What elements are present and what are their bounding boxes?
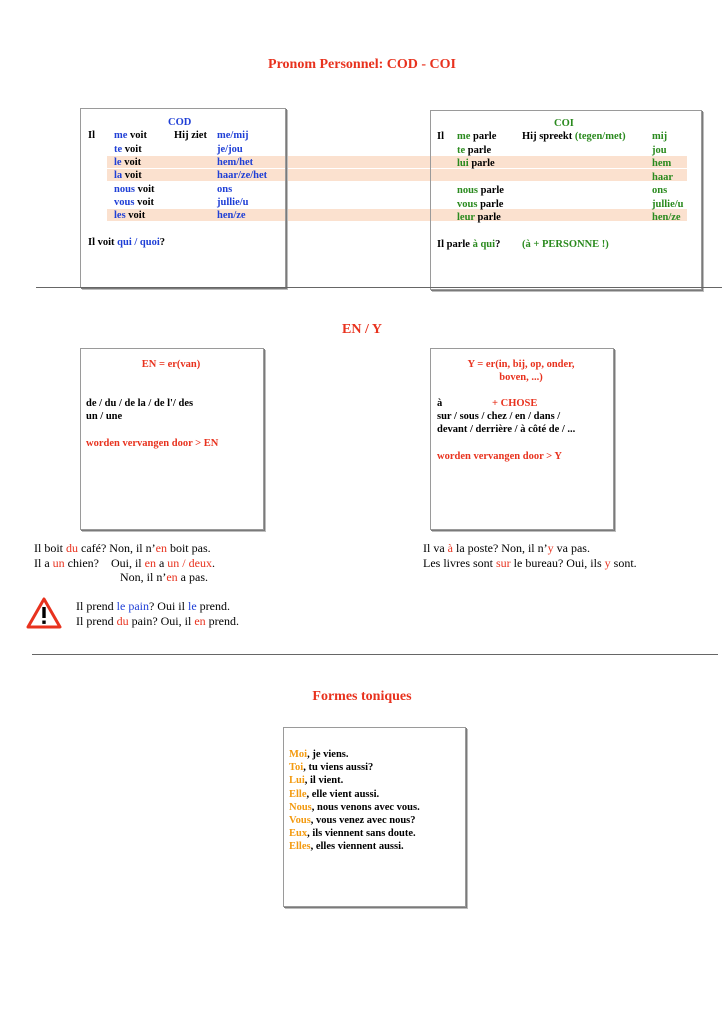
coi-row: lui parle bbox=[457, 158, 495, 169]
cod-verb: voit bbox=[124, 143, 142, 155]
cod-nl: haar/ze/het bbox=[217, 170, 268, 181]
tonique-line: Eux, ils viennent sans doute. bbox=[289, 828, 416, 840]
cod-nl: je/jou bbox=[217, 143, 243, 155]
section-divider bbox=[32, 654, 718, 655]
cod-verb: voit bbox=[130, 130, 147, 141]
cod-verb: voit bbox=[124, 157, 142, 168]
en-example-2: Il a un chien? Oui, il en a un / deux. bbox=[34, 555, 215, 570]
cod-row bbox=[114, 169, 142, 182]
cod-nl: hem/het bbox=[217, 157, 254, 168]
section-title-en-y: EN / Y bbox=[342, 322, 382, 337]
coi-header: COI bbox=[554, 118, 574, 129]
tonique-line: Elle, elle vient aussi. bbox=[289, 788, 380, 800]
cod-verb: voit bbox=[128, 210, 146, 221]
cod-pron: les bbox=[114, 210, 126, 221]
coi-question-note: (à + PERSONNE !) bbox=[522, 239, 609, 250]
tonique-line: Nous, nous venons avec vous. bbox=[289, 801, 420, 813]
cod-verb: voit bbox=[137, 183, 155, 195]
en-box-title: EN = er(van) bbox=[141, 359, 201, 370]
coi-nl: jou bbox=[652, 144, 667, 156]
cod-verb: voit bbox=[137, 197, 154, 208]
cod-pron: le bbox=[114, 157, 122, 168]
cod-subject: Il bbox=[88, 130, 96, 141]
cod-row bbox=[114, 183, 155, 196]
en-box-note: worden vervangen door > EN bbox=[86, 438, 219, 449]
y-example-1: Il va à la poste? Non, il n’y va pas. bbox=[423, 541, 590, 555]
y-box-a-label: à bbox=[437, 398, 443, 409]
cod-row bbox=[114, 143, 142, 156]
coi-nl: jullie/u bbox=[652, 198, 684, 210]
cod-row bbox=[114, 129, 147, 142]
y-box-note: worden vervangen door > Y bbox=[437, 451, 562, 462]
y-box-title-2: boven, ...) bbox=[499, 372, 543, 383]
coi-nl: haar bbox=[652, 171, 673, 183]
coi-dutch-phrase: Hij spreekt (tegen/met) bbox=[522, 131, 626, 142]
coi-row: vous parle bbox=[457, 198, 504, 210]
y-box-title-1: Y = er(in, bij, op, onder, bbox=[467, 359, 575, 370]
coi-nl: hem bbox=[652, 158, 672, 169]
coi-nl: mij bbox=[652, 131, 668, 142]
y-box-line2: devant / derrière / à côté de / ... bbox=[437, 424, 576, 435]
warning-line-2: Il prend du pain? Oui, il en prend. bbox=[76, 613, 239, 628]
cod-header: COD bbox=[168, 117, 192, 128]
warning-line-1: Il prend le pain? Oui il le prend. bbox=[76, 599, 230, 613]
tonique-line: Lui, il vient. bbox=[289, 775, 344, 787]
cod-nl: ons bbox=[217, 183, 233, 195]
coi-nl: ons bbox=[652, 185, 668, 196]
en-box-line1: de / du / de la / de l'/ des bbox=[86, 398, 194, 409]
tonique-line: Toi, tu viens aussi? bbox=[289, 762, 374, 774]
cod-row bbox=[114, 196, 154, 209]
cod-row bbox=[114, 209, 145, 222]
tonique-line: Elles, elles viennent aussi. bbox=[289, 841, 404, 853]
en-box-line2: un / une bbox=[86, 411, 123, 422]
coi-nl: hen/ze bbox=[652, 212, 681, 223]
cod-pron: te bbox=[114, 143, 123, 155]
cod-pron: la bbox=[114, 170, 123, 181]
en-example-3: Non, il n’en a pas. bbox=[120, 570, 208, 584]
cod-nl: hen/ze bbox=[217, 210, 246, 221]
cod-pron: me bbox=[114, 130, 128, 141]
tonique-line: Moi, je viens. bbox=[289, 749, 349, 760]
cod-nl: me/mij bbox=[217, 130, 249, 141]
coi-row: me parle bbox=[457, 131, 497, 142]
coi-row: te parle bbox=[457, 144, 492, 156]
cod-row bbox=[114, 156, 141, 169]
section-divider bbox=[36, 287, 722, 288]
coi-subject: Il bbox=[437, 131, 445, 142]
cod-question: Il voit qui / quoi? bbox=[88, 237, 166, 248]
coi-row: nous parle bbox=[457, 185, 504, 196]
section-title-toniques: Formes toniques bbox=[312, 689, 412, 704]
cod-nl: jullie/u bbox=[217, 197, 249, 208]
cod-dutch-phrase: Hij ziet bbox=[174, 130, 207, 141]
cod-verb: voit bbox=[124, 170, 142, 181]
y-example-2: Les livres sont sur le bureau? Oui, ils y sont. bbox=[423, 555, 637, 570]
warning-triangle-icon bbox=[26, 597, 62, 629]
y-box-line1: sur / sous / chez / en / dans / bbox=[437, 411, 561, 422]
tonique-line: Vous, vous venez avec nous? bbox=[289, 815, 416, 826]
cod-pron: vous bbox=[114, 197, 135, 208]
en-example-1: Il boit du café? Non, il n’en boit pas. bbox=[34, 541, 211, 555]
y-box-chose: + CHOSE bbox=[492, 398, 538, 409]
cod-pron: nous bbox=[114, 183, 136, 195]
coi-question: Il parle à qui? bbox=[437, 239, 501, 250]
page-title: Pronom Personnel: COD - COI bbox=[268, 57, 456, 72]
coi-row: leur parle bbox=[457, 212, 501, 223]
